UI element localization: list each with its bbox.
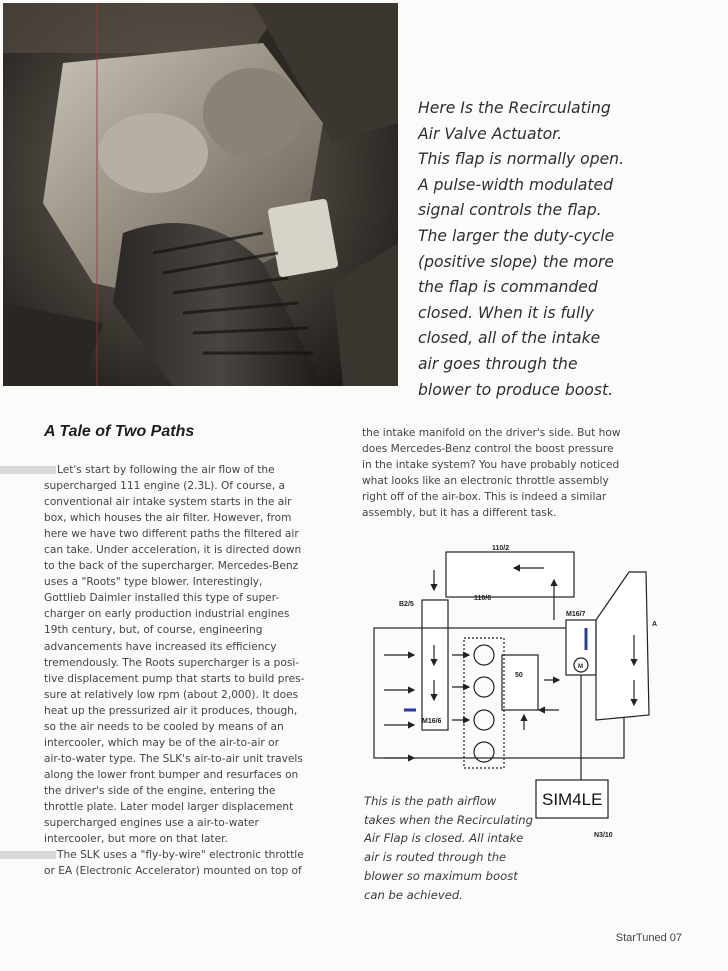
caption-line: the flap is commanded <box>418 278 598 297</box>
caption-line: Air Flap is closed. All intake <box>364 831 524 846</box>
engine-photo <box>3 3 398 386</box>
text-line: here we have two different paths the filtered air <box>44 528 299 541</box>
text-line: air-to-water type. The SLK's air-to-air unit travels <box>44 752 303 765</box>
caption-line: air is routed through the <box>364 850 507 865</box>
text-line: what looks like an electronic throttle assembly <box>362 475 609 488</box>
label-m: M <box>578 664 583 670</box>
recirculating-valve-photo <box>3 3 398 386</box>
text-line: can take. Under acceleration, it is directed down <box>44 544 302 557</box>
article-column-1 <box>44 462 304 879</box>
caption-line: (positive slope) the more <box>418 252 615 271</box>
label-110-6: 110/6 <box>474 595 492 602</box>
text-line: so the air needs to be cooled by means of an <box>44 720 284 733</box>
text-line: conventional air intake system starts in the air <box>44 496 292 509</box>
text-line: sure at relatively low rpm (about 2,000). It does <box>44 688 299 701</box>
cylinder-1 <box>474 645 494 665</box>
text-line: charger on early production industrial engines <box>44 608 290 621</box>
cylinder-3 <box>474 710 494 730</box>
label-b2-5: B2/5 <box>399 601 414 608</box>
text-line: intercooler, but more on that later. <box>44 833 228 846</box>
figure-caption <box>364 792 533 904</box>
caption-line: air goes through the <box>418 354 578 373</box>
label-m16-7: M16/7 <box>566 611 586 618</box>
text-line: Let's start by following the air flow of the <box>44 462 304 478</box>
text-line: does Mercedes-Benz control the boost pressure <box>362 443 614 456</box>
text-line: or EA (Electronic Accelerator) mounted on top of <box>44 865 302 878</box>
caption-line: blower to produce boost. <box>418 380 614 399</box>
text-line: throttle plate. Later model larger displacement <box>44 800 294 813</box>
label-n3-10: N3/10 <box>594 832 613 839</box>
text-line: along the lower front bumper and resurfaces on <box>44 768 299 781</box>
text-line: tive displacement pump that starts to build pres- <box>44 672 305 685</box>
box-b2-5 <box>422 600 448 730</box>
text-line: The SLK uses a "fly-by-wire" electronic throttle <box>44 847 304 863</box>
text-line: Gottlieb Daimler installed this type of super- <box>44 592 280 605</box>
label-a: A <box>652 621 658 628</box>
text-line: in the intake system? You have probably noticed <box>362 459 620 472</box>
article-column-2 <box>362 425 621 521</box>
text-line: assembly, but it has a different task. <box>362 507 557 520</box>
text-line: supercharged 111 engine (2.3L). Of course, a <box>44 480 286 493</box>
cylinder-2 <box>474 677 494 697</box>
text-line: to the back of the supercharger. Mercedes-Benz <box>44 560 299 573</box>
caption-line: signal controls the flap. <box>418 201 602 220</box>
manifold <box>464 638 504 768</box>
airbox <box>596 572 649 720</box>
caption-line: blower so maximum boost <box>364 868 518 883</box>
caption-line: closed. When it is fully <box>418 303 594 322</box>
paragraph-indent-bar <box>0 466 56 474</box>
text-line: tremendously. The Roots supercharger is a posi- <box>44 656 300 669</box>
caption-line: Here Is the Recirculating <box>418 99 611 117</box>
caption-line: This flap is normally open. <box>418 150 625 169</box>
text-line: uses a "Roots" type blower. Interestingly, <box>44 576 263 589</box>
text-line: 19th century, but, of course, engineering <box>44 624 263 637</box>
caption-line: A pulse-width modulated <box>418 175 614 194</box>
text-line: supercharged engines use a air-to-water <box>44 817 259 830</box>
box-110-2 <box>446 552 574 597</box>
section-heading: A Tale of Two Paths <box>44 423 195 440</box>
caption-line: can be achieved. <box>364 887 463 902</box>
photo-caption <box>418 96 718 403</box>
cylinder-4 <box>474 742 494 762</box>
page-footer: StarTuned 07 <box>615 932 682 944</box>
text-line: the intake manifold on the driver's side. But how <box>362 427 621 439</box>
label-sim4le: SIM4LE <box>542 790 603 809</box>
label-50: 50 <box>515 672 523 679</box>
text-line: the driver's side of the engine, entering the <box>44 784 276 797</box>
text-line: heat up the pressurized air it produces, though, <box>44 704 298 717</box>
caption-line: Air Valve Actuator. <box>418 124 563 143</box>
text-line: box, which houses the air filter. However, from <box>44 512 292 525</box>
text-line: right off of the air-box. This is indeed a similar <box>362 491 607 504</box>
text-line: advancements have increased its efficiency <box>44 640 277 653</box>
caption-line: The larger the duty-cycle <box>418 226 615 245</box>
caption-line: closed, all of the intake <box>418 329 601 348</box>
box-50 <box>502 655 538 710</box>
label-110-2: 110/2 <box>492 545 510 552</box>
caption-line: This is the path airflow <box>364 794 497 808</box>
paragraph-indent-bar <box>0 851 56 859</box>
label-m16-6: M16/6 <box>422 718 442 725</box>
text-line: intercooler, which may be of the air-to-air or <box>44 736 279 749</box>
caption-line: takes when the Recirculating <box>364 812 534 827</box>
